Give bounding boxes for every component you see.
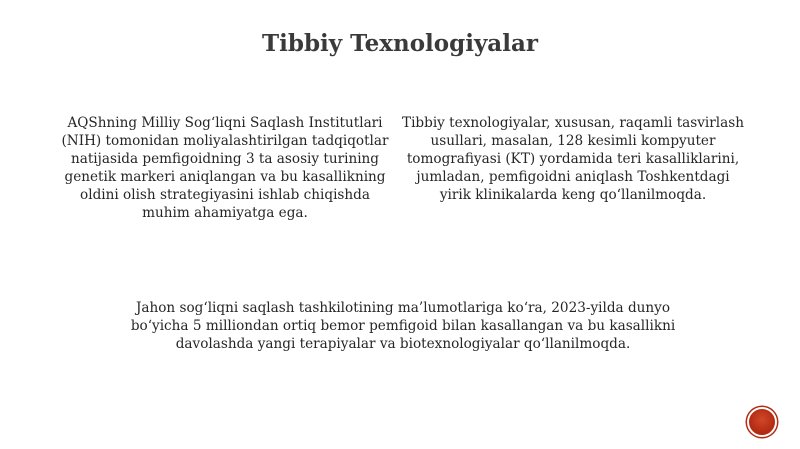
paragraph-medical-imaging: Tibbiy texnologiyalar, xususan, raqamli tasvirlash usullari, masalan, 128 kesimli kompyuter tomografiyasi (KT) yordamida teri kasalliklarini, jumladan, pemfigoidni aniqlash Toshkentdagi yirik klinikalarda keng qo‘llanilmoqda. xyxy=(402,115,744,203)
paragraph-nih-research: AQShning Milliy Sog‘liqni Saqlash Institutlari (NIH) tomonidan moliyalashtirilgan tadqiqotlar natijasida pemfigoidning 3 ta asosiy turining genetik markeri aniqlangan va bu kasallikning oldini olish strategiyasini ishlab chiqishda muhim ahamiyatga ega. xyxy=(61,115,389,221)
circle-nav-icon xyxy=(750,410,774,434)
slide-title: Tibbiy Texnologiyalar xyxy=(262,30,538,57)
slide-nav-button[interactable] xyxy=(747,407,777,437)
paragraph-who-statistics: Jahon sog‘liqni saqlash tashkilotining ma’lumotlariga ko‘ra, 2023-yilda dunyo bo‘yicha 5 milliondan ortiq bemor pemfigoid bilan kasallangan va bu kasallikni davolashda yangi terapiyalar va biotexnologiyalar qo‘llanilmoqda. xyxy=(130,300,676,352)
